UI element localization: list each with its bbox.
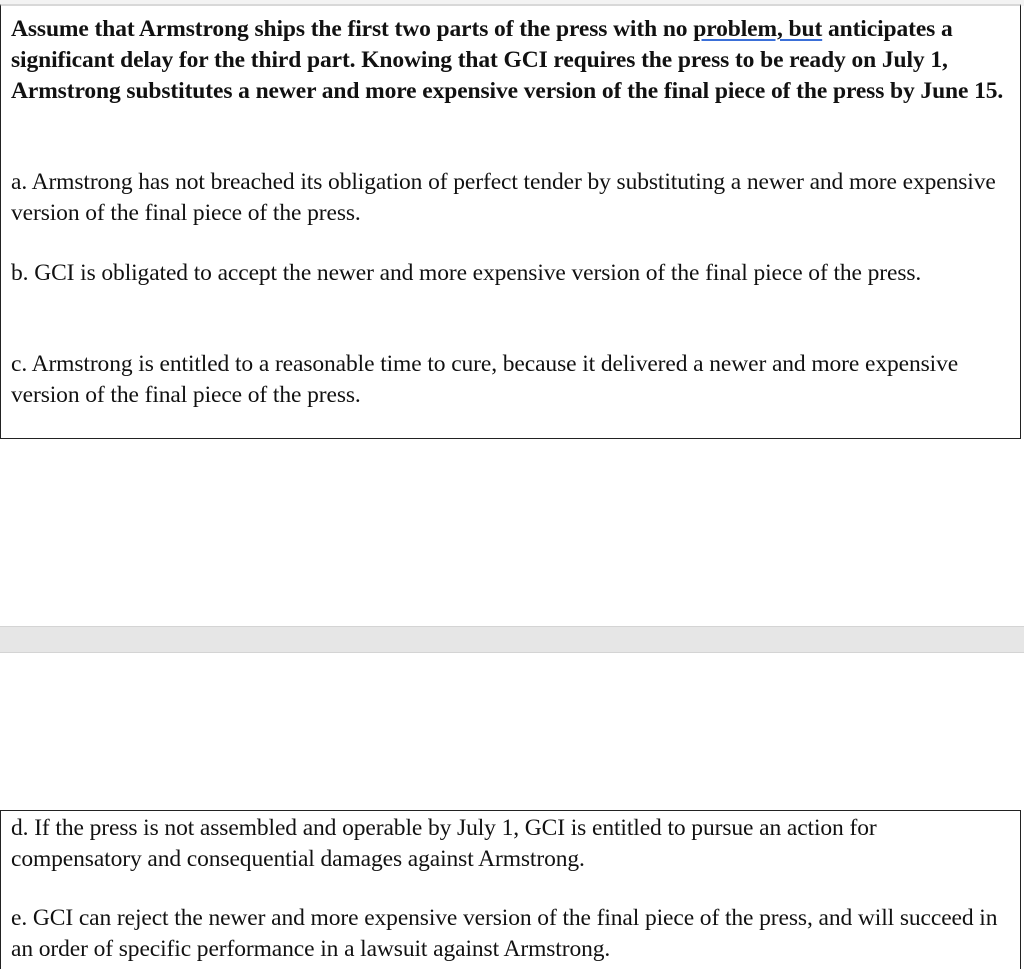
option-b: b. GCI is obligated to accept the newer and more expensive version of the final piece of the press. (11, 260, 922, 286)
option-c: c. Armstrong is entitled to a reasonable time to cure, because it delivered a newer and more expensive version of the final piece of the press. (11, 351, 959, 408)
question-text-part-1: Assume that Armstrong ships the first two parts of the press with no (11, 16, 694, 42)
option-d: d. If the press is not assembled and operable by July 1, GCI is entitled to pursue an action for compensatory and consequential damages against Armstrong. (11, 815, 877, 872)
page-break-separator (0, 626, 1024, 653)
question-text-part-2: anticipates a significant delay for the third part. Knowing that GCI requires the press to be ready on July 1, Armstrong substitutes a newer and more expensive version of the final piece of the press by June 15. (11, 16, 1004, 104)
option-a: a. Armstrong has not breached its obligation of perfect tender by substituting a newer and more expensive version of the final piece of the press. (11, 169, 996, 226)
spellcheck-underlined-text[interactable]: problem, but (693, 16, 823, 42)
question-text (11, 14, 1016, 107)
option-e: e. GCI can reject the newer and more expensive version of the final piece of the press, and will succeed in an order of specific performance in a lawsuit against Armstrong. (11, 905, 998, 962)
